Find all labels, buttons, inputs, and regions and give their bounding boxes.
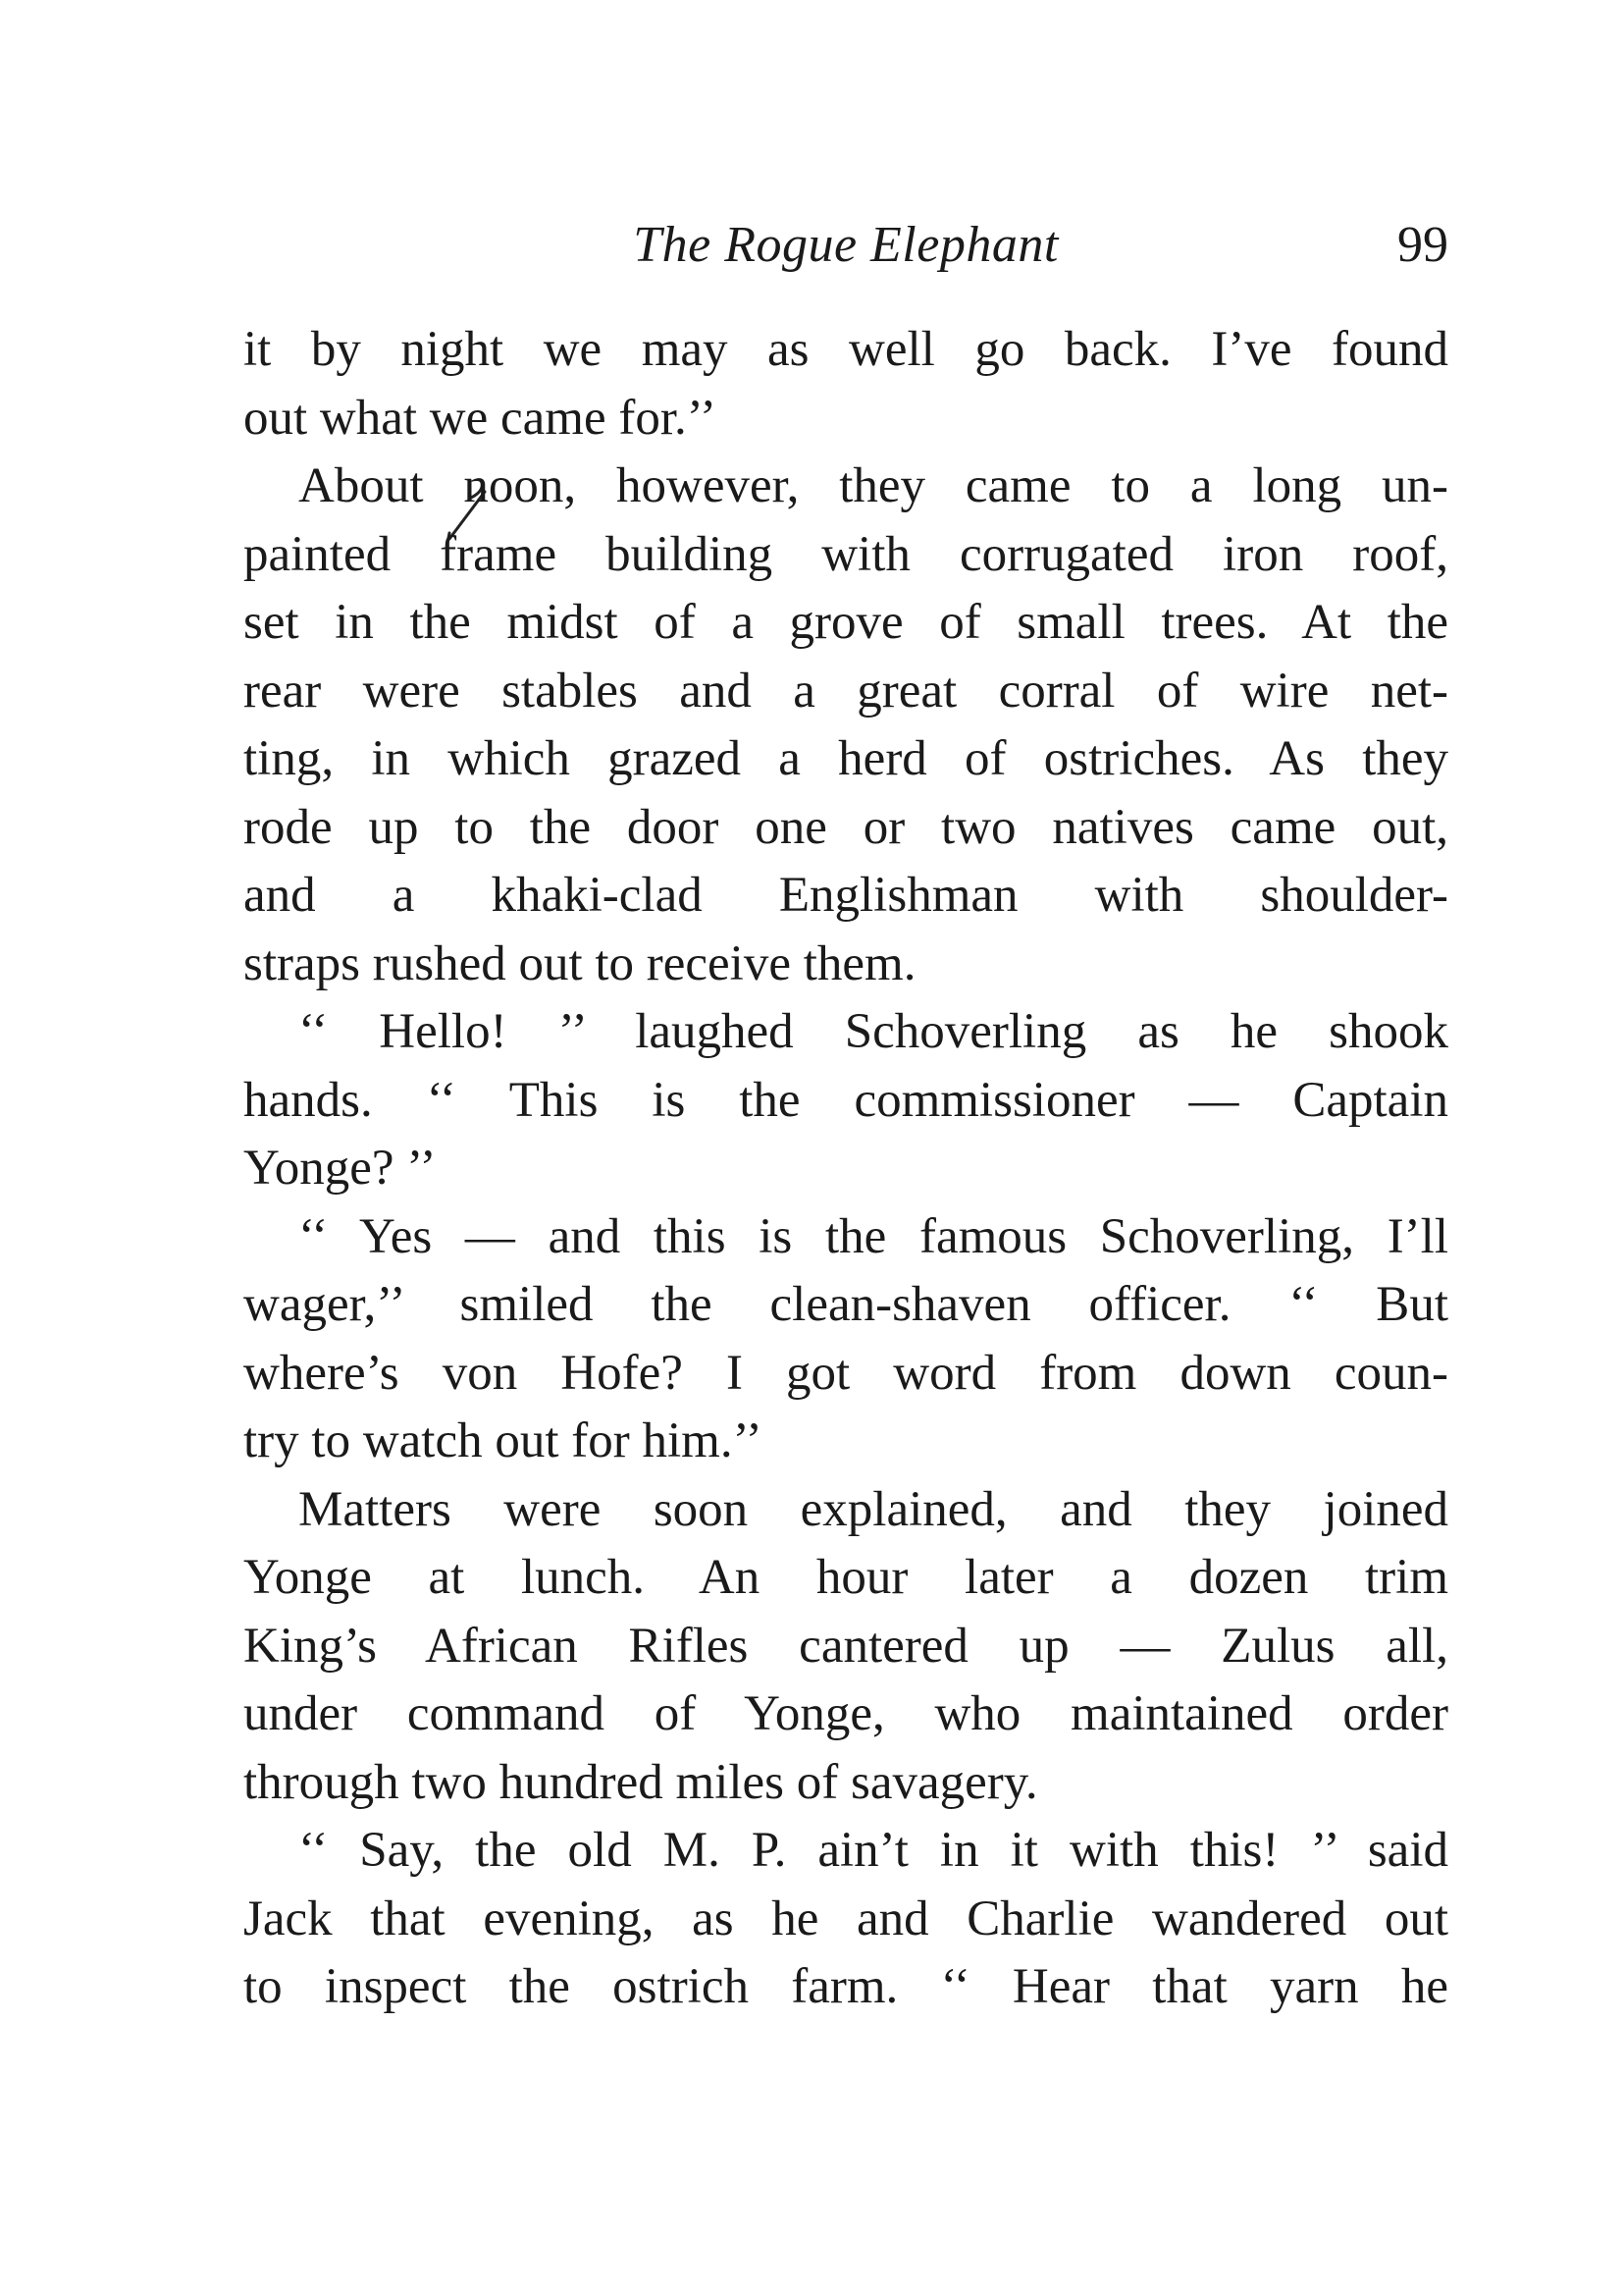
text-line: rear were stables and a great corral of wire net- bbox=[243, 663, 1448, 719]
text-line: wager,’’ smiled the clean-shaven officer. ‘‘ But bbox=[243, 1277, 1448, 1332]
text-line: Yonge? ’’ bbox=[243, 1141, 437, 1196]
text-line: ‘‘ Hello! ’’ laughed Schoverling as he shook bbox=[298, 1004, 1448, 1059]
text-line: and a khaki-clad Englishman with shoulder- bbox=[243, 868, 1448, 923]
text-line: rode up to the door one or two natives came out, bbox=[243, 799, 1448, 855]
paragraph bbox=[243, 453, 1448, 998]
text-line: King’s African Rifles cantered up — Zulus all, bbox=[243, 1618, 1448, 1674]
running-title: The Rogue Elephant bbox=[633, 217, 1059, 273]
text-line: try to watch out for him.’’ bbox=[243, 1413, 762, 1468]
text-line: Yonge at lunch. An hour later a dozen trim bbox=[243, 1550, 1448, 1605]
text-line: ‘‘ Yes — and this is the famous Schoverling, I’ll bbox=[298, 1208, 1448, 1264]
text-line: to inspect the ostrich farm. ‘‘ Hear that yarn he bbox=[243, 1959, 1448, 2014]
text-line: it by night we may as well go back. I’ve found bbox=[243, 322, 1448, 377]
text-line: ting, in which grazed a herd of ostriches. As they bbox=[243, 731, 1448, 786]
text-line: hands. ‘‘ This is the commissioner — Captain bbox=[243, 1072, 1448, 1128]
text-line: where’s von Hofe? I got word from down coun- bbox=[243, 1345, 1448, 1401]
paragraph bbox=[243, 998, 1448, 1203]
text-line: straps rushed out to receive them. bbox=[243, 935, 917, 991]
text-line: Jack that evening, as he and Charlie wandered out bbox=[243, 1891, 1448, 1946]
text-line: About noon, however, they came to a long un- bbox=[298, 458, 1448, 513]
paragraph bbox=[243, 1476, 1448, 1818]
paragraph bbox=[243, 1203, 1448, 1476]
text-line: painted frame building with corrugated iron roof, bbox=[243, 526, 1448, 582]
text-line: set in the midst of a grove of small trees. At the bbox=[243, 595, 1448, 650]
paragraph bbox=[243, 1817, 1448, 2022]
text-line: through two hundred miles of savagery. bbox=[243, 1754, 1038, 1810]
body-text bbox=[243, 316, 1448, 2022]
text-line: out what we came for.’’ bbox=[243, 390, 716, 446]
running-head bbox=[243, 206, 1448, 285]
text-line: under command of Yonge, who maintained order bbox=[243, 1686, 1448, 1741]
page-number: 99 bbox=[1397, 217, 1448, 273]
paragraph bbox=[243, 316, 1448, 453]
text-line: Matters were soon explained, and they joined bbox=[298, 1481, 1448, 1537]
text-line: ‘‘ Say, the old M. P. ain’t in it with this! ’’ said bbox=[298, 1823, 1448, 1878]
